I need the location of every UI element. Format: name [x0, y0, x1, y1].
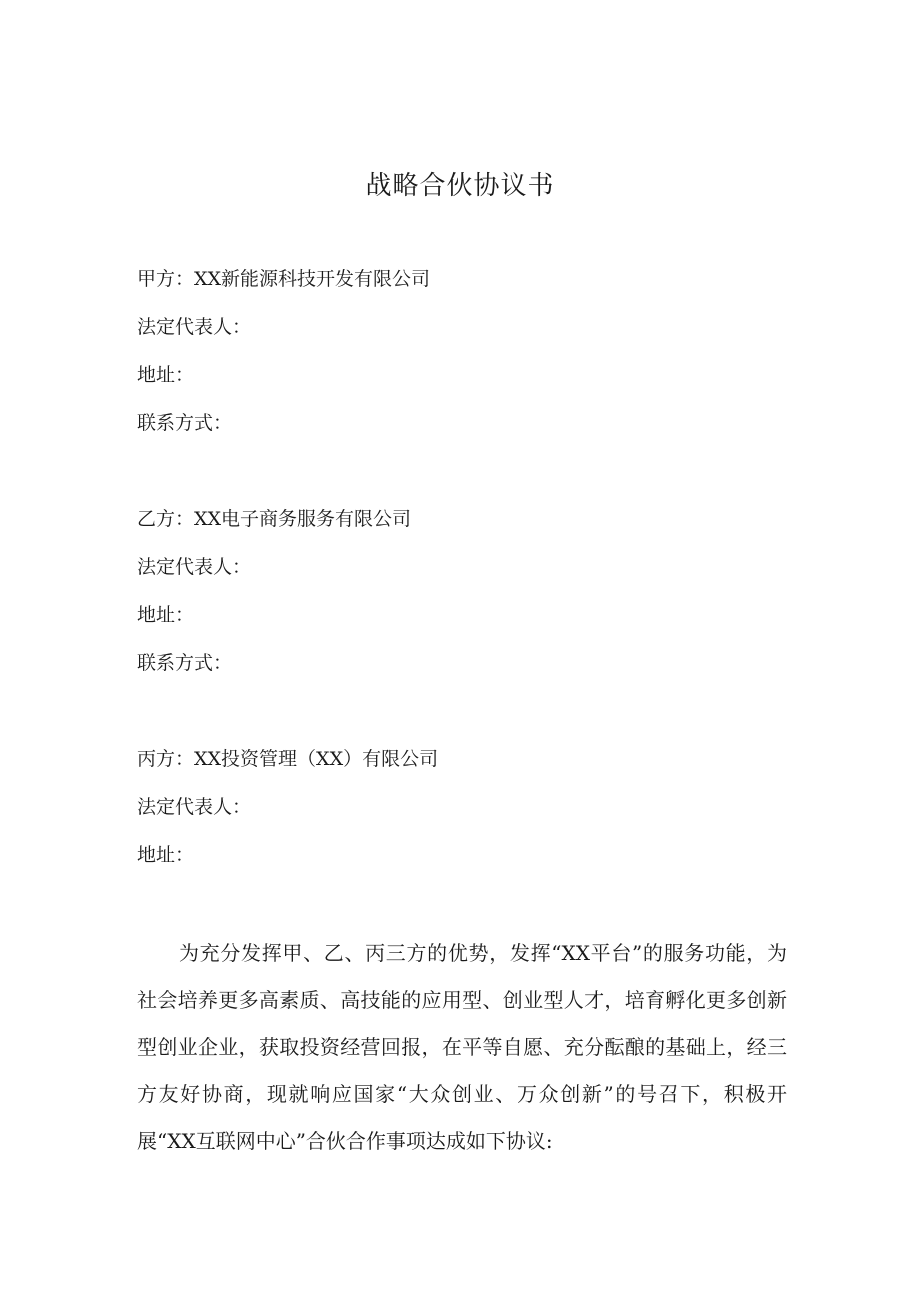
party-c-name: 丙方：XX投资管理（XX）有限公司	[137, 748, 439, 770]
party-b-contact: 联系方式：	[137, 652, 233, 674]
party-a-address: 地址：	[137, 364, 195, 386]
preamble-paragraph: 为充分发挥甲、乙、丙三方的优势，发挥“XX平台”的服务功能，为社会培养更多高素质、高技能的应用型、创业型人才，培育孵化更多创新型创业企业，获取投资经营回报，在平等自愿、充分酝酿的基础上，经三方友好协商，现就响应国家“大众创业、万众创新”的号召下，积极开展“XX互联网中心”合伙合作事项达成如下协议:	[137, 941, 787, 1153]
party-b-name: 乙方：XX电子商务服务有限公司	[137, 508, 412, 530]
party-c-representative: 法定代表人：	[137, 796, 252, 818]
party-a-name: 甲方：XX新能源科技开发有限公司	[137, 268, 431, 290]
party-c-address: 地址：	[137, 844, 195, 866]
party-b-representative: 法定代表人：	[137, 556, 252, 578]
document-title: 战略合伙协议书	[365, 171, 555, 201]
party-a-contact: 联系方式：	[137, 412, 233, 434]
party-b-address: 地址：	[137, 604, 195, 626]
party-a-representative: 法定代表人：	[137, 316, 252, 338]
